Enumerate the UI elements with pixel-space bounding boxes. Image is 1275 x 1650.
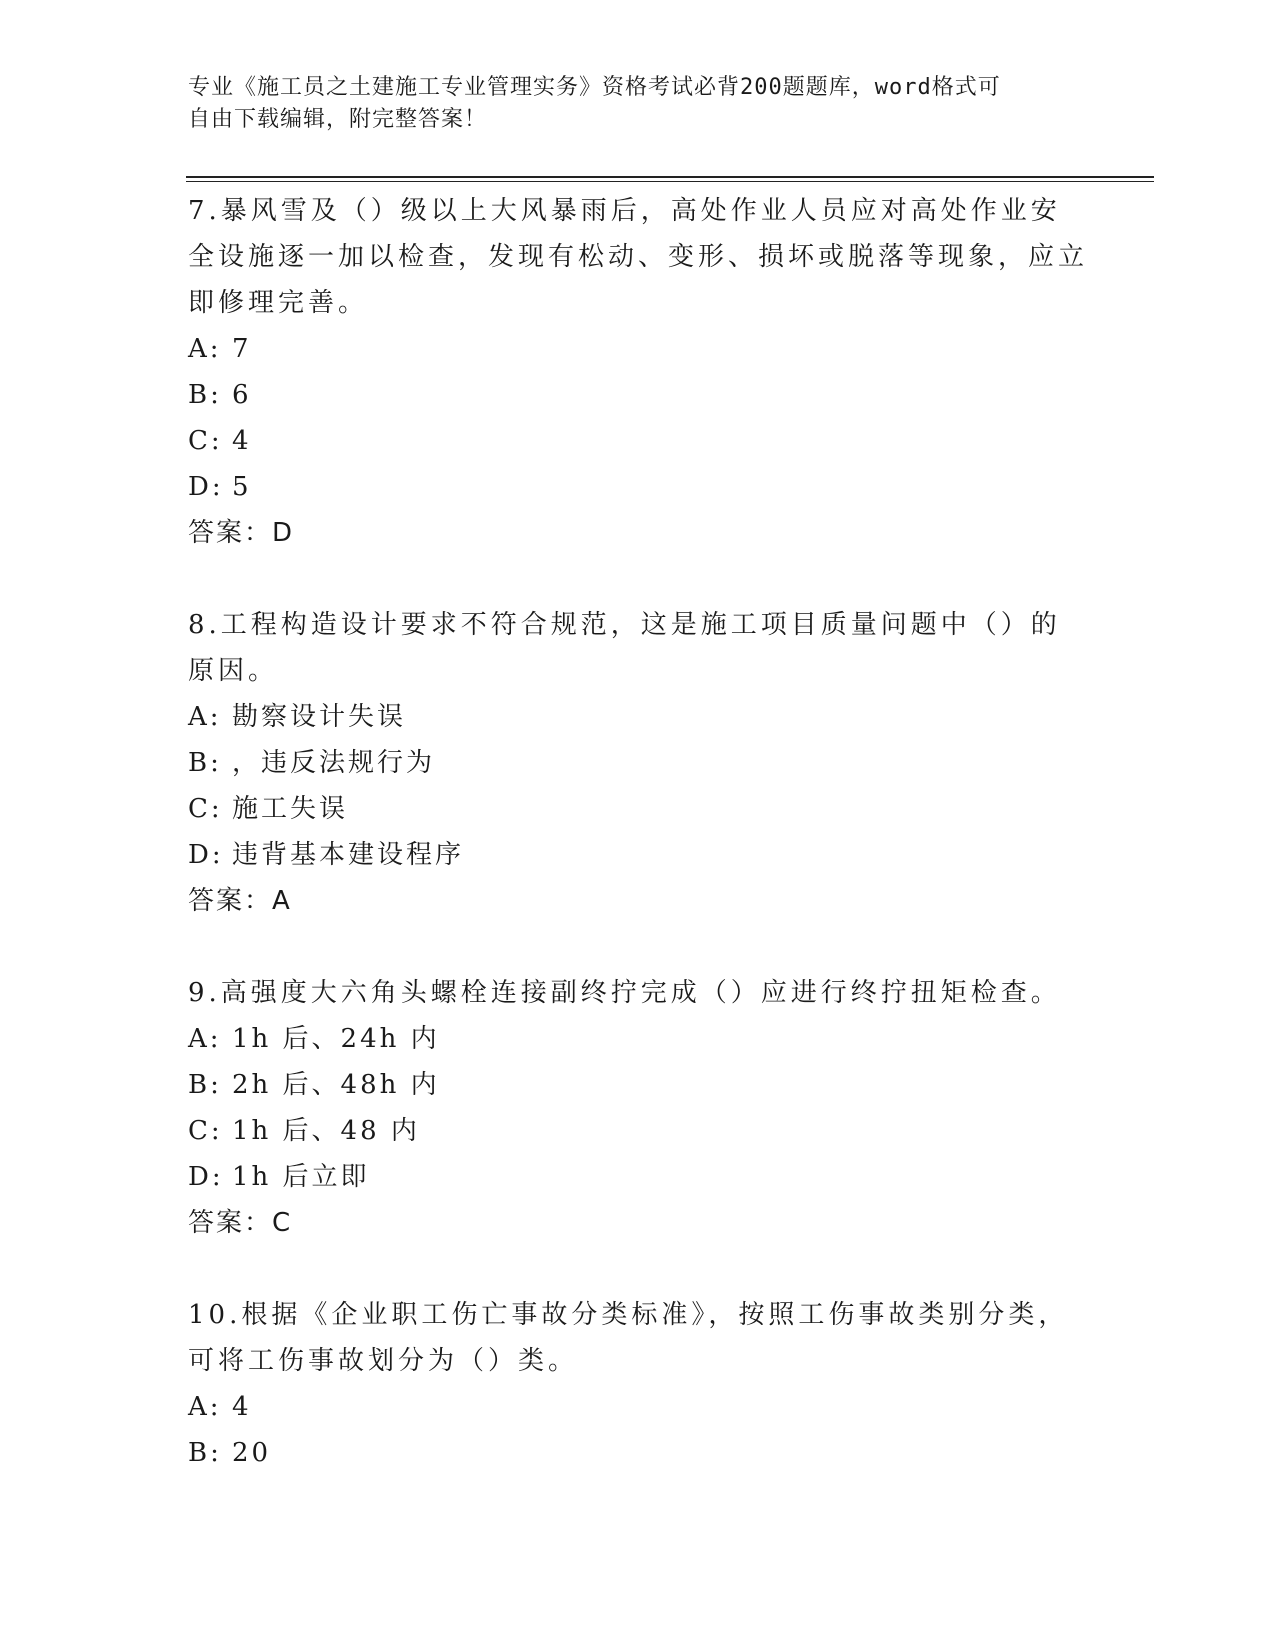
option-text: 违背基本建设程序 — [232, 840, 465, 870]
option-text: 5 — [232, 472, 252, 502]
option-c — [188, 418, 1088, 464]
option-label: D: — [188, 1162, 224, 1192]
option-b — [188, 1430, 1088, 1476]
option-label: A: — [188, 1392, 222, 1422]
option-a — [188, 1016, 1088, 1062]
option-label: A: — [188, 702, 222, 732]
option-text: ，违反法规行为 — [232, 748, 436, 778]
question-stem: 9.高强度大六角头螺栓连接副终拧完成（）应进行终拧扭矩检查。 — [188, 978, 1061, 1008]
answer: 答案：A — [188, 886, 292, 916]
option-text: 4 — [232, 1392, 252, 1422]
option-label: A: — [188, 334, 222, 364]
option-a — [188, 1384, 1088, 1430]
option-a — [188, 694, 1088, 740]
option-d — [188, 832, 1088, 878]
option-a — [188, 326, 1088, 372]
option-d — [188, 1154, 1088, 1200]
option-d — [188, 464, 1088, 510]
option-b — [188, 372, 1088, 418]
question-stem: 7.暴风雪及（）级以上大风暴雨后，高处作业人员应对高处作业安全设施逐一加以检查，发现有松动、变形、损坏或脱落等现象，应立即修理完善。 — [188, 196, 1089, 318]
answer: 答案：C — [188, 1208, 293, 1238]
option-text: 施工失误 — [232, 794, 349, 824]
question-10 — [188, 1292, 1088, 1476]
question-stem: 10.根据《企业职工伤亡事故分类标准》，按照工伤事故类别分类，可将工伤事故划分为（）类。 — [188, 1300, 1069, 1376]
option-text: 6 — [232, 380, 252, 410]
option-text: 勘察设计失误 — [232, 702, 407, 732]
option-label: C: — [188, 1116, 223, 1146]
option-text: 7 — [232, 334, 252, 364]
question-list — [188, 188, 1088, 1522]
option-label: D: — [188, 840, 224, 870]
option-text: 20 — [232, 1438, 272, 1468]
option-c — [188, 1108, 1088, 1154]
option-label: B: — [188, 1070, 222, 1100]
option-text: 1h 后立即 — [232, 1162, 370, 1192]
option-label: D: — [188, 472, 224, 502]
option-label: B: — [188, 748, 222, 778]
question-9 — [188, 970, 1088, 1246]
answer: 答案：D — [188, 518, 295, 548]
header-divider-thin — [186, 181, 1154, 182]
option-text: 4 — [232, 426, 252, 456]
option-label: B: — [188, 1438, 222, 1468]
document-header — [188, 72, 1068, 136]
option-label: B: — [188, 380, 222, 410]
header-divider-thick — [186, 176, 1154, 178]
header-line-1: 专业《施工员之土建施工专业管理实务》资格考试必背200题题库，word格式可 — [188, 75, 1001, 100]
question-stem: 8.工程构造设计要求不符合规范，这是施工项目质量问题中（）的原因。 — [188, 610, 1061, 686]
question-8 — [188, 602, 1088, 924]
option-label: C: — [188, 794, 223, 824]
option-b — [188, 1062, 1088, 1108]
option-b — [188, 740, 1088, 786]
option-label: A: — [188, 1024, 222, 1054]
option-text: 2h 后、48h 内 — [232, 1070, 440, 1100]
question-7 — [188, 188, 1088, 556]
header-line-2: 自由下载编辑，附完整答案！ — [188, 107, 488, 132]
option-text: 1h 后、48 内 — [232, 1116, 420, 1146]
option-text: 1h 后、24h 内 — [232, 1024, 440, 1054]
option-c — [188, 786, 1088, 832]
option-label: C: — [188, 426, 223, 456]
